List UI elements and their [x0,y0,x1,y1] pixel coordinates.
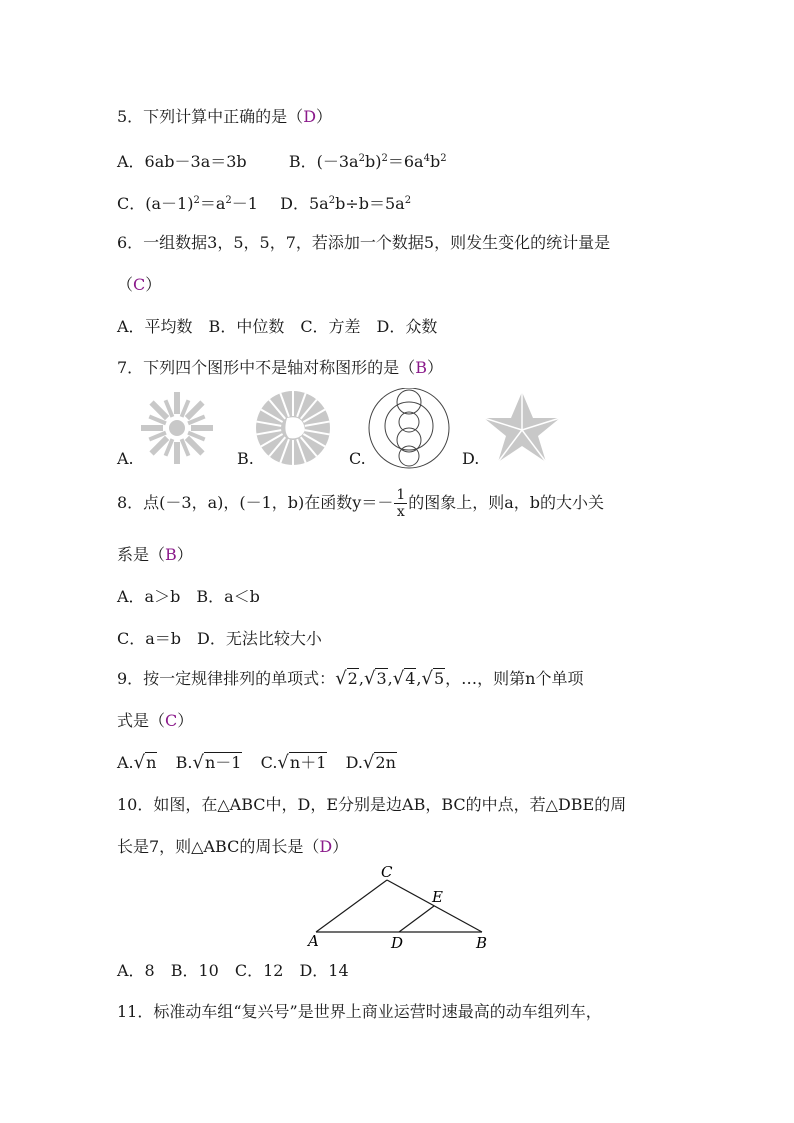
q6-answer: C [133,275,146,294]
q10-stem-2: 长是7，则△ABC的周长是（D） [117,837,349,856]
q6-stem: 6．一组数据3，5，5，7，若添加一个数据5，则发生变化的统计量是 [117,233,611,252]
q5-options-cd [117,190,411,215]
q5-option-c: C．$(a-1)^2=a^2-1$ [117,194,258,213]
q5-options-ab [117,148,447,173]
q11-stem: 11．标准动车组“复兴号”是世界上商业运营时速最高的动车组列车， [117,1002,602,1021]
q8-stem-2: 系是（B） [117,545,193,564]
q5-stem: 5．下列计算中正确的是（D） [117,107,333,126]
q7-label-d: D. [462,449,480,468]
q6-options: A．平均数 B．中位数 C．方差 D．众数 [117,317,438,336]
segment-de [399,906,434,932]
q5-option-d: D．$5a^2b\div b=5a^2$ [280,194,412,213]
label-a: A [308,932,319,950]
label-e: E [432,888,443,906]
figure-d-star [484,392,560,462]
q5-answer: D [303,107,317,126]
q7-label-b: B. [237,449,254,468]
q5-option-b: B．$(-3a^2b)^2=6a^4b^2$ [288,152,447,171]
q5-option-a: A．6ab－3a＝3b [117,152,247,171]
q7-label-a: A. [117,449,134,468]
q10-options: A．8 B．10 C．12 D．14 [117,961,349,980]
q10-triangle-figure [300,860,500,952]
label-b: B [476,934,488,952]
q8-answer: B [165,545,177,564]
q9-answer: C [165,711,178,730]
q8-fraction: $\frac{1}{x}$ [396,487,406,520]
q8-options-2: C．a＝b D．无法比较大小 [117,629,322,648]
figure-b-wheel [256,391,330,465]
side-ac [316,880,387,932]
q8-options-1: A．a＞b B．a＜b [117,587,260,606]
q10-answer: D [319,837,333,856]
q10-stem: 10．如图，在△ABC中，D，E分别是边AB，BC的中点，若△DBE的周 [117,795,627,814]
q8-stem: 8．点(－3，a)，(－1，b)在函数y＝－ $\frac{1}{x}$ 的图象上，则a，b的大小关 [117,487,605,520]
q7-stem: 7．下列四个图形中不是轴对称图形的是（B） [117,358,443,377]
figure-a-starburst [126,388,228,470]
label-c: C [381,863,393,881]
q7-label-c: C. [349,449,366,468]
q9-stem: 9．按一定规律排列的单项式：√2,√3,√4,√5，…，则第n个单项 [117,668,584,689]
q7-answer: B [415,358,427,377]
label-d: D [391,934,404,952]
q6-answer-line: （C） [117,275,162,294]
q9-options: A.√n B.√n－1 C.√n＋1 D.√2n [117,752,396,773]
figure-c-circles [369,388,449,468]
q9-stem-2: 式是（C） [117,711,194,730]
